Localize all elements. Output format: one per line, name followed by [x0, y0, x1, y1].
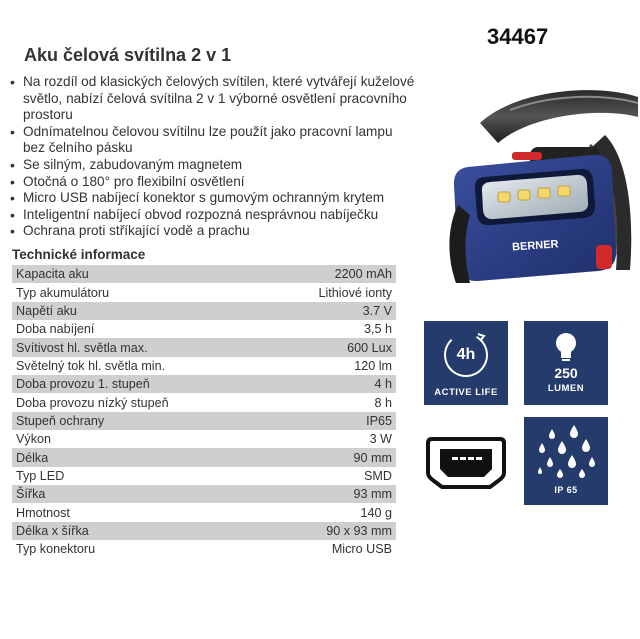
spec-value: 8 h [267, 393, 396, 411]
spec-row [12, 393, 396, 411]
spec-label: Šířka [12, 485, 267, 503]
spec-value: Lithiové ionty [267, 283, 396, 301]
active-life-label: ACTIVE LIFE [434, 387, 498, 398]
spec-label: Kapacita aku [12, 265, 267, 283]
feature-item: • Micro USB nabíjecí konektor s gumovým ochranným krytem [10, 190, 415, 207]
spec-label: Délka [12, 448, 267, 466]
spec-label: Doba nabíjení [12, 320, 267, 338]
spec-row [12, 265, 396, 283]
spec-row [12, 357, 396, 375]
lumen-tile [524, 321, 608, 405]
spec-value: 3,5 h [267, 320, 396, 338]
spec-label: Typ konektoru [12, 540, 267, 558]
spec-row [12, 302, 396, 320]
spec-table [12, 265, 396, 559]
spec-value: Micro USB [267, 540, 396, 558]
product-title: Aku čelová svítilna 2 v 1 [24, 45, 232, 65]
spec-row [12, 503, 396, 521]
spec-label: Doba provozu nízký stupeň [12, 393, 267, 411]
spec-row [12, 412, 396, 430]
spec-row [12, 540, 396, 558]
spec-row [12, 522, 396, 540]
spec-row [12, 467, 396, 485]
active-life-tile [424, 321, 508, 405]
spec-value: IP65 [267, 412, 396, 430]
spec-label: Typ LED [12, 467, 267, 485]
spec-value: 4 h [267, 375, 396, 393]
spec-value: 3 W [267, 430, 396, 448]
spec-label: Stupeň ochrany [12, 412, 267, 430]
spec-row [12, 430, 396, 448]
spec-value: 120 lm [267, 357, 396, 375]
spec-value: 600 Lux [267, 338, 396, 356]
spec-row [12, 320, 396, 338]
micro-usb-port-icon [424, 421, 508, 505]
spec-row [12, 485, 396, 503]
spec-value: 90 x 93 mm [267, 522, 396, 540]
spec-row [12, 448, 396, 466]
lumen-label: LUMEN [547, 383, 585, 394]
active-life-value: 4h [456, 346, 476, 363]
feature-item: • Odnímatelnou čelovou svítilnu lze použít jako pracovní lampu bez čelního pásku [10, 124, 415, 157]
feature-item: • Inteligentní nabíjecí obvod rozpozná nesprávnou nabíječku [10, 207, 415, 224]
feature-item: • Ochrana proti stříkající vodě a prachu [10, 223, 415, 240]
product-number: 34467 [487, 24, 549, 49]
spec-value: 2200 mAh [267, 265, 396, 283]
spec-heading: Technické informace [12, 247, 146, 262]
spec-label: Světelný tok hl. světla min. [12, 357, 267, 375]
feature-item: • Se silným, zabudovaným magnetem [10, 157, 415, 174]
spec-value: 93 mm [267, 485, 396, 503]
spec-label: Délka x šířka [12, 522, 267, 540]
spec-label: Výkon [12, 430, 267, 448]
spec-row [12, 338, 396, 356]
ip-rating-label: IP 65 [554, 485, 578, 495]
spec-row [12, 283, 396, 301]
feature-list [10, 74, 415, 240]
spec-value: 140 g [267, 503, 396, 521]
spec-label: Svítivost hl. světla max. [12, 338, 267, 356]
spec-label: Hmotnost [12, 503, 267, 521]
spec-label: Typ akumulátoru [12, 283, 267, 301]
spec-label: Napětí aku [12, 302, 267, 320]
headlamp-product-image [420, 55, 638, 285]
ip-rating-tile [524, 417, 608, 505]
spec-value: 3.7 V [267, 302, 396, 320]
spec-value: 90 mm [267, 448, 396, 466]
spec-value: SMD [267, 467, 396, 485]
brand-logo-text: BERNER [511, 238, 559, 254]
feature-item: • Otočná o 180° pro flexibilní osvětlení [10, 174, 415, 191]
spec-row [12, 375, 396, 393]
feature-item: • Na rozdíl od klasických čelových svítilen, které vytvářejí kuželové světlo, nabízí čelová svítilna 2 v 1 výborné osvětlení pracovního prostoru [10, 74, 415, 124]
spec-label: Doba provozu 1. stupeň [12, 375, 267, 393]
lumen-value: 250 [554, 365, 578, 381]
